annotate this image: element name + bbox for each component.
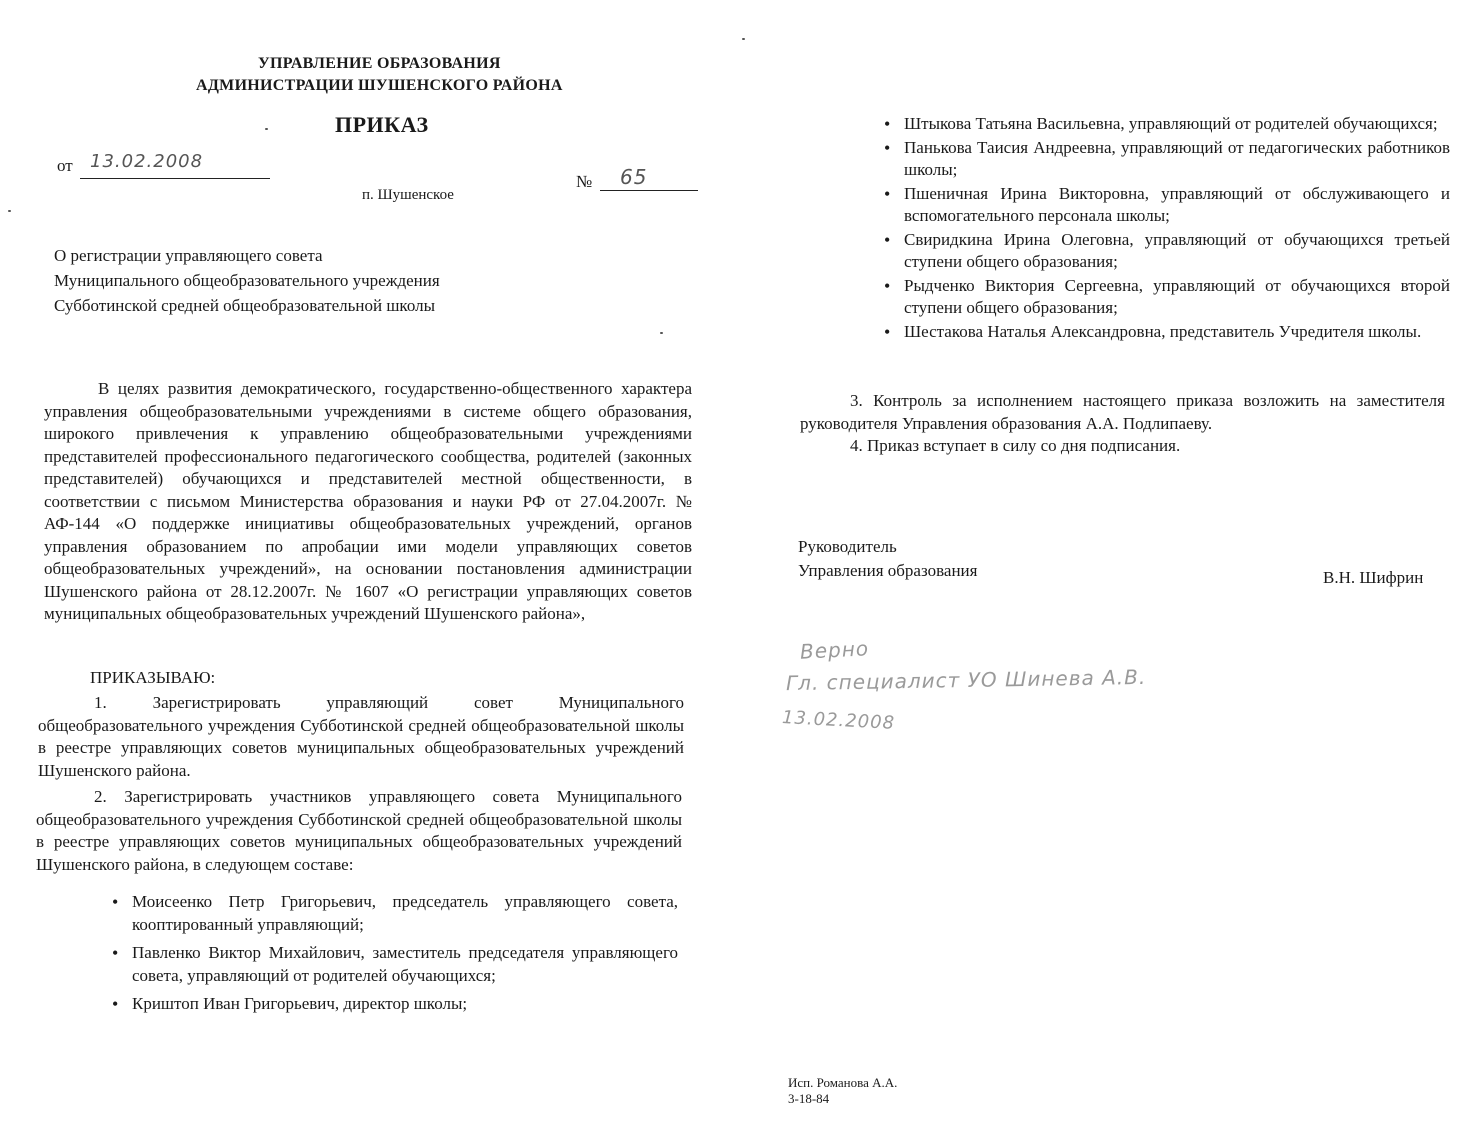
handwritten-note-line-3: 13.02.2008 (781, 707, 896, 734)
header-line-1: УПРАВЛЕНИЕ ОБРАЗОВАНИЯ (258, 55, 501, 72)
list-item: • Рыдченко Виктория Сергеевна, управляющий от обучающихся второй ступени общего образования; (882, 275, 1450, 320)
executor-name: Исп. Романова А.А. (788, 1075, 898, 1090)
subject-line-2: Муниципального общеобразовательного учреждения (54, 271, 440, 290)
list-item: • Шестакова Наталья Александровна, представитель Учредителя школы. (882, 321, 1450, 344)
number-underline (600, 190, 698, 191)
order-item-4: 4. Приказ вступает в силу со дня подписания. (850, 436, 1181, 455)
order-item-2: 2. Зарегистрировать участников управляющего совета Муниципального общеобразовательного учреждения Субботинской средней общеобразовательной школы в реестре управляющих советов муниципальных общеобразовательных учреждений Шушенского района, в следующем составе: (36, 787, 682, 874)
members-list-right (882, 113, 1450, 343)
number-label: № (576, 172, 593, 191)
date-underline (80, 178, 270, 179)
subject-line-3: Субботинской средней общеобразовательной школы (54, 296, 436, 315)
date-label: от (57, 156, 73, 175)
signer-position-line-1: Руководитель (798, 537, 897, 556)
place: п. Шушенское (362, 187, 454, 203)
list-item: • Криштоп Иван Григорьевич, директор школы; (110, 993, 532, 1016)
order-item-3: 3. Контроль за исполнением настоящего приказа возложить на заместителя руководителя Управления образования А.А. Подлипаеву. (800, 391, 1445, 433)
executor-phone: 3-18-84 (788, 1091, 830, 1106)
order-word: ПРИКАЗЫВАЮ: (90, 668, 216, 687)
scan-speck (265, 128, 268, 130)
order-item-1: 1. Зарегистрировать управляющий совет Муниципального общеобразовательного учреждения Субботинской средней общеобразовательной школы в реестре управляющих советов муниципальных общеобразовательных учреждений Шушенского района. (38, 693, 684, 780)
signer-name: В.Н. Шифрин (1323, 568, 1424, 587)
header-line-2: АДМИНИСТРАЦИИ ШУШЕНСКОГО РАЙОНА (196, 77, 563, 94)
subject-line-1: О регистрации управляющего совета (54, 246, 323, 265)
handwritten-note-line-1: Верно (799, 636, 870, 664)
signer-position-line-2: Управления образования (798, 561, 978, 580)
number-value: 65 (620, 165, 648, 189)
list-item: • Павленко Виктор Михайлович, заместитель председателя управляющего совета, управляющий от родителей обучающихся; (110, 942, 678, 987)
list-item: • Штыкова Татьяна Васильевна, управляющий от родителей обучающихся; (882, 113, 1450, 136)
list-item: • Свиридкина Ирина Олеговна, управляющий от обучающихся третьей ступени общего образования; (882, 229, 1450, 274)
members-list-left (110, 891, 678, 1016)
handwritten-note-line-2: Гл. специалист УО Шинева А.В. (785, 664, 1147, 696)
list-item: • Моисеенко Петр Григорьевич, председатель управляющего совета, кооптированный управляющий; (110, 891, 678, 936)
list-item: • Панькова Таисия Андреевна, управляющий от педагогических работников школы; (882, 137, 1450, 182)
scan-speck (8, 210, 11, 212)
list-item: • Пшеничная Ирина Викторовна, управляющий от обслуживающего и вспомогательного персонала школы; (882, 183, 1450, 228)
scan-speck (660, 332, 663, 334)
date-value: 13.02.2008 (90, 151, 204, 172)
document-title: ПРИКАЗ (335, 112, 429, 137)
preamble-paragraph: В целях развития демократического, государственно-общественного характера управления общеобразовательными учреждениями в системе общего образования, широкого привлечения к управлению общеобразовательными учреждениями представителей профессионального педагогического сообщества, родителей (законных представителей) обучающихся и представителей местной общественности, в соответствии с письмом Министерства образования и науки РФ от 27.04.2007г. № АФ-144 «О поддержке инициативы общеобразовательных учреждений, органов управления образованием по апробации ими модели управляющих советов общеобразовательных учреждений», на основании постановления администрации Шушенского района от 28.12.2007г. № 1607 «О регистрации управляющих советов муниципальных общеобразовательных учреждений Шушенского района», (44, 379, 692, 623)
scan-speck (742, 38, 745, 40)
